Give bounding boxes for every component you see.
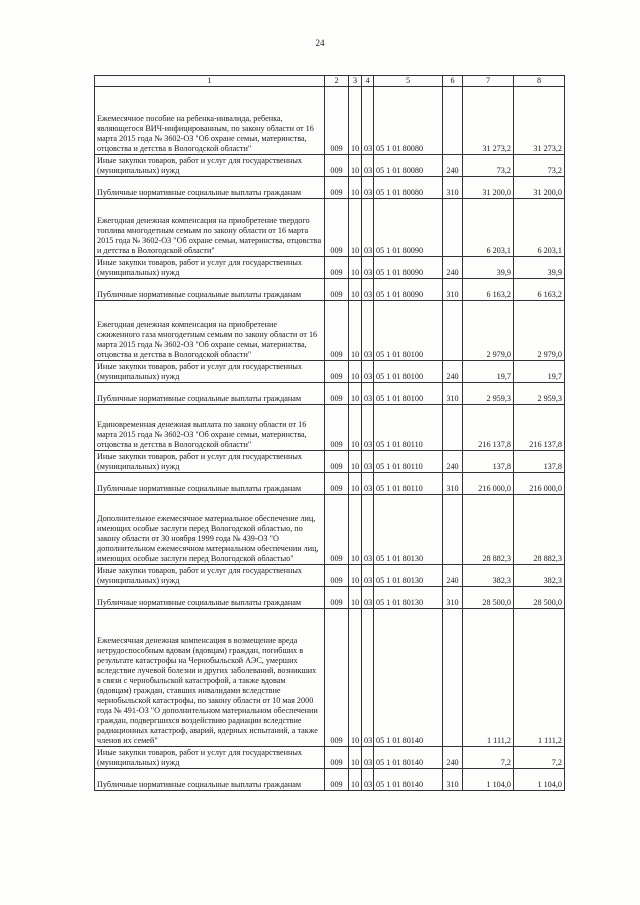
budget-table bbox=[94, 75, 565, 791]
row-section: 10 bbox=[349, 451, 362, 473]
col-header-1: 1 bbox=[95, 76, 325, 87]
row-sum-2: 28 500,0 bbox=[514, 587, 565, 609]
row-target-article: 05 1 01 80130 bbox=[374, 495, 443, 565]
table-row bbox=[95, 87, 565, 155]
row-sum-2: 19,7 bbox=[514, 361, 565, 383]
row-sum-2: 216 000,0 bbox=[514, 473, 565, 495]
row-expense-type bbox=[443, 301, 463, 361]
row-sum-2: 1 111,2 bbox=[514, 609, 565, 747]
row-subsection: 03 bbox=[362, 301, 374, 361]
row-name: Публичные нормативные социальные выплаты гражданам bbox=[95, 177, 325, 199]
row-expense-type: 240 bbox=[443, 361, 463, 383]
row-expense-type: 310 bbox=[443, 177, 463, 199]
row-target-article: 05 1 01 80140 bbox=[374, 609, 443, 747]
table-row bbox=[95, 279, 565, 301]
row-grbs: 009 bbox=[325, 279, 349, 301]
row-sum-1: 216 137,8 bbox=[463, 405, 514, 451]
row-name: Иные закупки товаров, работ и услуг для государственных (муниципальных) нужд bbox=[95, 361, 325, 383]
row-grbs: 009 bbox=[325, 565, 349, 587]
header-row bbox=[95, 76, 565, 87]
row-sum-1: 2 979,0 bbox=[463, 301, 514, 361]
row-sum-2: 7,2 bbox=[514, 747, 565, 769]
row-sum-2: 6 203,1 bbox=[514, 199, 565, 257]
table-row bbox=[95, 495, 565, 565]
table-row bbox=[95, 199, 565, 257]
row-name: Публичные нормативные социальные выплаты гражданам bbox=[95, 473, 325, 495]
row-name: Иные закупки товаров, работ и услуг для государственных (муниципальных) нужд bbox=[95, 257, 325, 279]
row-subsection: 03 bbox=[362, 747, 374, 769]
table-row bbox=[95, 609, 565, 747]
table-row bbox=[95, 747, 565, 769]
row-target-article: 05 1 01 80140 bbox=[374, 747, 443, 769]
row-target-article: 05 1 01 80130 bbox=[374, 587, 443, 609]
row-section: 10 bbox=[349, 199, 362, 257]
row-name: Публичные нормативные социальные выплаты гражданам bbox=[95, 383, 325, 405]
row-sum-2: 39,9 bbox=[514, 257, 565, 279]
row-expense-type bbox=[443, 495, 463, 565]
row-sum-1: 1 104,0 bbox=[463, 769, 514, 791]
row-sum-1: 1 111,2 bbox=[463, 609, 514, 747]
table-row bbox=[95, 155, 565, 177]
row-grbs: 009 bbox=[325, 383, 349, 405]
row-sum-2: 2 979,0 bbox=[514, 301, 565, 361]
row-subsection: 03 bbox=[362, 587, 374, 609]
row-target-article: 05 1 01 80080 bbox=[374, 177, 443, 199]
row-expense-type: 240 bbox=[443, 257, 463, 279]
row-sum-1: 28 882,3 bbox=[463, 495, 514, 565]
row-name: Публичные нормативные социальные выплаты гражданам bbox=[95, 279, 325, 301]
row-sum-1: 6 163,2 bbox=[463, 279, 514, 301]
row-subsection: 03 bbox=[362, 473, 374, 495]
row-expense-type: 310 bbox=[443, 383, 463, 405]
table-row bbox=[95, 177, 565, 199]
row-section: 10 bbox=[349, 301, 362, 361]
row-section: 10 bbox=[349, 87, 362, 155]
row-sum-2: 216 137,8 bbox=[514, 405, 565, 451]
col-header-2: 2 bbox=[325, 76, 349, 87]
row-subsection: 03 bbox=[362, 609, 374, 747]
col-header-7: 7 bbox=[463, 76, 514, 87]
row-target-article: 05 1 01 80110 bbox=[374, 473, 443, 495]
row-expense-type: 310 bbox=[443, 587, 463, 609]
row-sum-1: 6 203,1 bbox=[463, 199, 514, 257]
row-grbs: 009 bbox=[325, 257, 349, 279]
row-name: Иные закупки товаров, работ и услуг для государственных (муниципальных) нужд bbox=[95, 155, 325, 177]
row-grbs: 009 bbox=[325, 361, 349, 383]
col-header-8: 8 bbox=[514, 76, 565, 87]
row-sum-2: 2 959,3 bbox=[514, 383, 565, 405]
row-grbs: 009 bbox=[325, 495, 349, 565]
row-sum-2: 382,3 bbox=[514, 565, 565, 587]
row-section: 10 bbox=[349, 177, 362, 199]
row-subsection: 03 bbox=[362, 405, 374, 451]
row-sum-1: 2 959,3 bbox=[463, 383, 514, 405]
row-grbs: 009 bbox=[325, 747, 349, 769]
row-expense-type: 240 bbox=[443, 747, 463, 769]
row-sum-2: 6 163,2 bbox=[514, 279, 565, 301]
row-target-article: 05 1 01 80100 bbox=[374, 301, 443, 361]
row-target-article: 05 1 01 80080 bbox=[374, 155, 443, 177]
table-row bbox=[95, 301, 565, 361]
row-grbs: 009 bbox=[325, 769, 349, 791]
row-sum-1: 28 500,0 bbox=[463, 587, 514, 609]
row-target-article: 05 1 01 80110 bbox=[374, 451, 443, 473]
row-subsection: 03 bbox=[362, 361, 374, 383]
table-row bbox=[95, 473, 565, 495]
row-name: Ежегодная денежная компенсация на приобретение сжиженного газа многодетным семьям по закону области от 16 марта 2015 года № 3602-ОЗ "Об охране семьи, материнства, отцовства и детства в Вологодской области" bbox=[95, 301, 325, 361]
row-section: 10 bbox=[349, 279, 362, 301]
row-expense-type: 240 bbox=[443, 155, 463, 177]
row-sum-2: 137,8 bbox=[514, 451, 565, 473]
row-section: 10 bbox=[349, 383, 362, 405]
row-section: 10 bbox=[349, 361, 362, 383]
row-name: Публичные нормативные социальные выплаты гражданам bbox=[95, 769, 325, 791]
row-grbs: 009 bbox=[325, 405, 349, 451]
row-expense-type: 240 bbox=[443, 565, 463, 587]
row-target-article: 05 1 01 80090 bbox=[374, 257, 443, 279]
row-grbs: 009 bbox=[325, 177, 349, 199]
row-name: Иные закупки товаров, работ и услуг для государственных (муниципальных) нужд bbox=[95, 451, 325, 473]
row-subsection: 03 bbox=[362, 769, 374, 791]
row-target-article: 05 1 01 80080 bbox=[374, 87, 443, 155]
col-header-4: 4 bbox=[362, 76, 374, 87]
table-row bbox=[95, 361, 565, 383]
row-sum-1: 31 273,2 bbox=[463, 87, 514, 155]
row-expense-type bbox=[443, 609, 463, 747]
row-section: 10 bbox=[349, 565, 362, 587]
table-row bbox=[95, 451, 565, 473]
row-name: Ежегодная денежная компенсация на приобретение твердого топлива многодетным семьям по закону области от 16 марта 2015 года № 3602-ОЗ "Об охране семьи, материнства, отцовства и детства в Вологодской области" bbox=[95, 199, 325, 257]
row-section: 10 bbox=[349, 405, 362, 451]
row-name: Иные закупки товаров, работ и услуг для государственных (муниципальных) нужд bbox=[95, 565, 325, 587]
row-grbs: 009 bbox=[325, 155, 349, 177]
row-grbs: 009 bbox=[325, 609, 349, 747]
row-sum-2: 31 200,0 bbox=[514, 177, 565, 199]
row-subsection: 03 bbox=[362, 87, 374, 155]
table-body bbox=[95, 87, 565, 791]
row-subsection: 03 bbox=[362, 155, 374, 177]
row-target-article: 05 1 01 80140 bbox=[374, 769, 443, 791]
row-subsection: 03 bbox=[362, 257, 374, 279]
row-section: 10 bbox=[349, 609, 362, 747]
row-section: 10 bbox=[349, 155, 362, 177]
row-target-article: 05 1 01 80100 bbox=[374, 383, 443, 405]
table-row bbox=[95, 257, 565, 279]
row-section: 10 bbox=[349, 769, 362, 791]
row-name: Ежемесячное пособие на ребенка-инвалида, ребенка, являющегося ВИЧ-инфицированным, по закону области от 16 марта 2015 года № 3602-ОЗ "Об охране семьи, материнства, отцовства и детства в Вологодской области" bbox=[95, 87, 325, 155]
row-grbs: 009 bbox=[325, 301, 349, 361]
row-sum-1: 19,7 bbox=[463, 361, 514, 383]
row-sum-1: 382,3 bbox=[463, 565, 514, 587]
row-subsection: 03 bbox=[362, 383, 374, 405]
row-sum-1: 31 200,0 bbox=[463, 177, 514, 199]
col-header-5: 5 bbox=[374, 76, 443, 87]
page-number: 24 bbox=[315, 38, 325, 48]
row-expense-type: 310 bbox=[443, 279, 463, 301]
row-target-article: 05 1 01 80090 bbox=[374, 279, 443, 301]
row-name: Единовременная денежная выплата по закону области от 16 марта 2015 года № 3602-ОЗ "Об охране семьи, материнства, отцовства и детства в Вологодской области" bbox=[95, 405, 325, 451]
row-name: Ежемесячная денежная компенсация в возмещение вреда нетрудоспособным вдовам (вдовцам) граждан, погибших в результате катастрофы на Чернобыльской АЭС, умерших вследствие лучевой болезни и других заболеваний, возникших в связи с чернобыльской катастрофой, а также вдовам (вдовцам) граждан, ставших инвалидами вследствие чернобыльской катастрофы, по закону области от 10 мая 2000 года № 491-ОЗ "О дополнительном материальном обеспечении граждан, подвергшихся воздействию радиации вследствие радиационных катастроф, аварий, ядерных испытаний, а также членов их семей" bbox=[95, 609, 325, 747]
row-grbs: 009 bbox=[325, 473, 349, 495]
row-target-article: 05 1 01 80090 bbox=[374, 199, 443, 257]
row-grbs: 009 bbox=[325, 199, 349, 257]
row-expense-type bbox=[443, 199, 463, 257]
row-expense-type: 310 bbox=[443, 769, 463, 791]
row-section: 10 bbox=[349, 587, 362, 609]
row-section: 10 bbox=[349, 747, 362, 769]
row-target-article: 05 1 01 80130 bbox=[374, 565, 443, 587]
row-section: 10 bbox=[349, 495, 362, 565]
row-grbs: 009 bbox=[325, 587, 349, 609]
row-name: Иные закупки товаров, работ и услуг для государственных (муниципальных) нужд bbox=[95, 747, 325, 769]
row-sum-1: 39,9 bbox=[463, 257, 514, 279]
row-section: 10 bbox=[349, 257, 362, 279]
row-sum-1: 216 000,0 bbox=[463, 473, 514, 495]
row-sum-1: 7,2 bbox=[463, 747, 514, 769]
row-expense-type: 240 bbox=[443, 451, 463, 473]
row-sum-2: 28 882,3 bbox=[514, 495, 565, 565]
table-row bbox=[95, 405, 565, 451]
row-subsection: 03 bbox=[362, 279, 374, 301]
row-sum-2: 1 104,0 bbox=[514, 769, 565, 791]
row-subsection: 03 bbox=[362, 495, 374, 565]
col-header-6: 6 bbox=[443, 76, 463, 87]
row-grbs: 009 bbox=[325, 451, 349, 473]
row-sum-2: 31 273,2 bbox=[514, 87, 565, 155]
table-row bbox=[95, 769, 565, 791]
row-subsection: 03 bbox=[362, 565, 374, 587]
row-sum-1: 73,2 bbox=[463, 155, 514, 177]
table-row bbox=[95, 587, 565, 609]
col-header-3: 3 bbox=[349, 76, 362, 87]
row-section: 10 bbox=[349, 473, 362, 495]
row-expense-type bbox=[443, 405, 463, 451]
row-subsection: 03 bbox=[362, 451, 374, 473]
table-row bbox=[95, 565, 565, 587]
row-sum-1: 137,8 bbox=[463, 451, 514, 473]
row-subsection: 03 bbox=[362, 177, 374, 199]
row-name: Дополнительное ежемесячное материальное обеспечение лиц, имеющих особые заслуги перед Вологодской областью, по закону области от 30 ноября 1999 года № 439-ОЗ "О дополнительном ежемесячном материальном обеспечении лиц, имеющих особые заслуги перед Вологодской областью" bbox=[95, 495, 325, 565]
row-name: Публичные нормативные социальные выплаты гражданам bbox=[95, 587, 325, 609]
row-expense-type bbox=[443, 87, 463, 155]
row-target-article: 05 1 01 80110 bbox=[374, 405, 443, 451]
table-row bbox=[95, 383, 565, 405]
row-subsection: 03 bbox=[362, 199, 374, 257]
row-target-article: 05 1 01 80100 bbox=[374, 361, 443, 383]
row-grbs: 009 bbox=[325, 87, 349, 155]
row-expense-type: 310 bbox=[443, 473, 463, 495]
row-sum-2: 73,2 bbox=[514, 155, 565, 177]
